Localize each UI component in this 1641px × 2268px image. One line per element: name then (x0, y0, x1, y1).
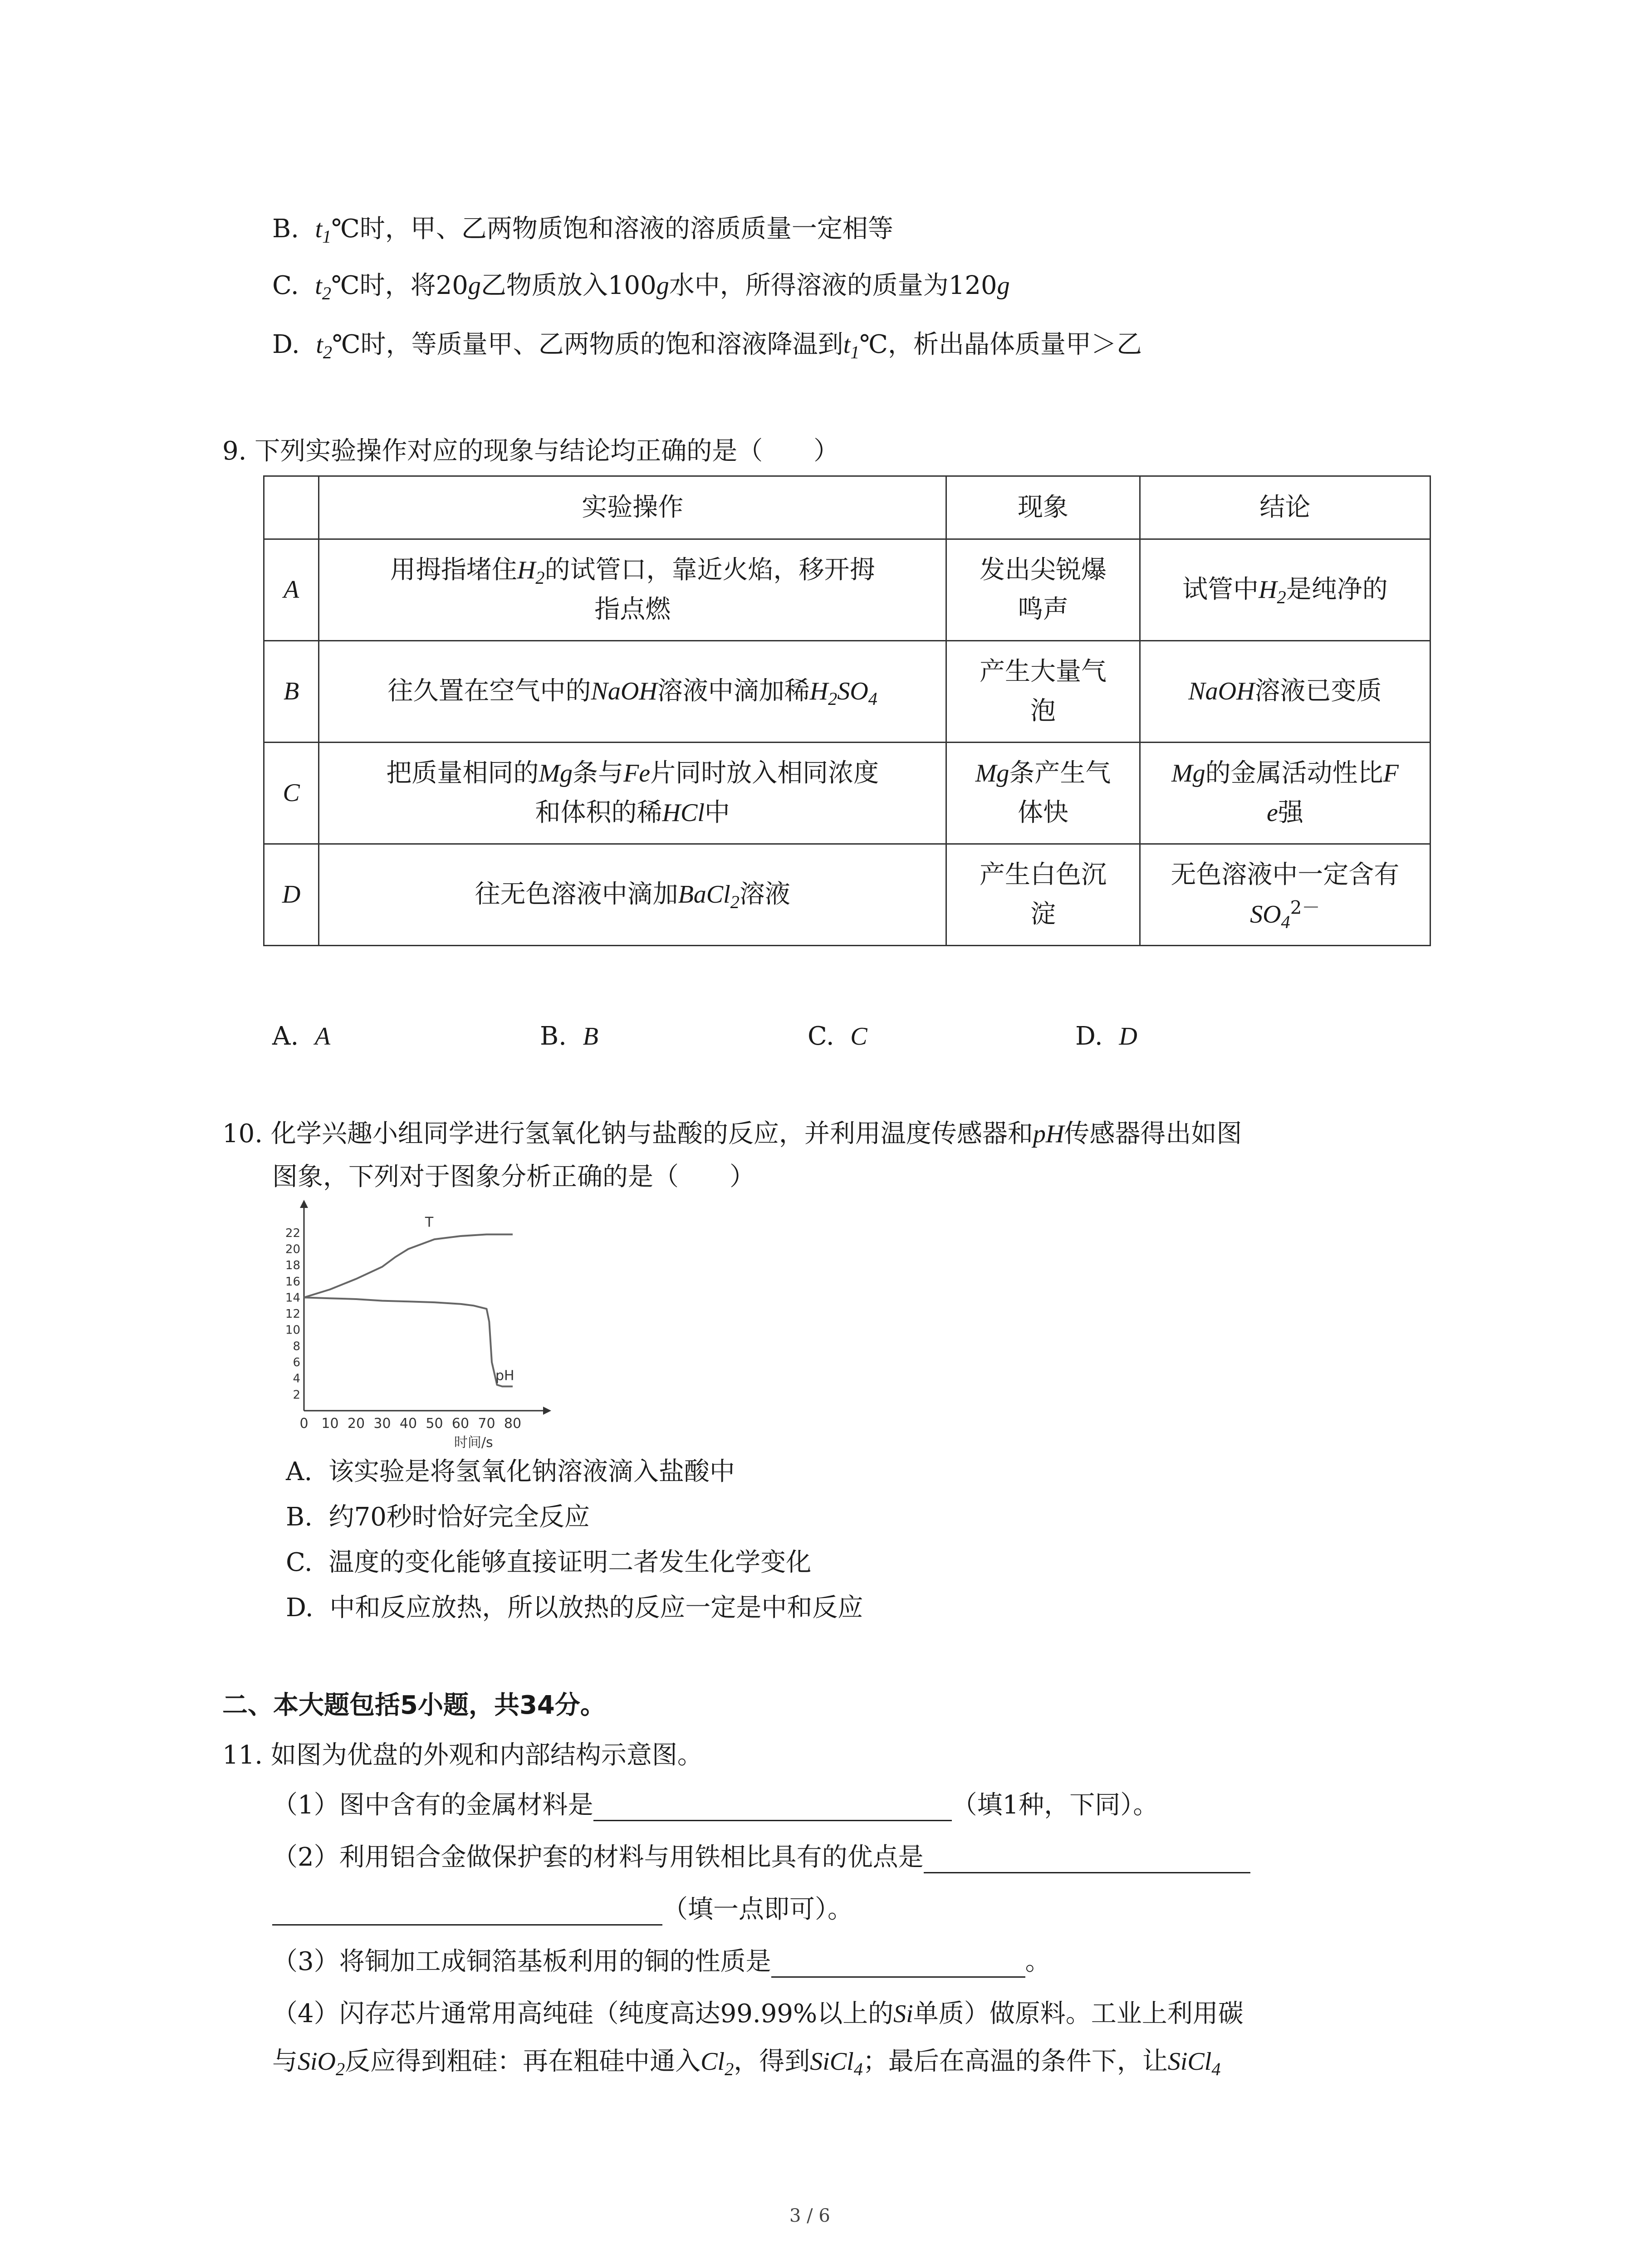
y-tick-label: 2 (293, 1388, 300, 1402)
section-2-title: 二、本大题包括5小题，共34分。 (222, 1691, 606, 1720)
q8-option-d: D. $t_2℃$时，等质量甲、乙两物质的饱和溶液降温到$t_1℃$，析出晶体质量甲＞乙 (272, 330, 1142, 363)
x-tick-label: 20 (347, 1416, 365, 1432)
table-header-conclusion: 结论 (1140, 476, 1430, 539)
conclusion-cell: Mg的金属活动性比F e强 (1140, 743, 1430, 844)
table-row (264, 641, 1430, 743)
phenomenon-cell: 产生大量气 泡 (946, 641, 1140, 743)
y-tick-label: 6 (293, 1356, 300, 1370)
operation-cell: 把质量相同的Mg条与Fe片同时放入相同浓度 和体积的稀HCl中 (319, 743, 946, 844)
y-axis-arrow (300, 1200, 308, 1208)
q11-part2-cont: （填一点即可）。 (272, 1894, 853, 1926)
series-label-ph: pH (495, 1368, 514, 1384)
y-tick-label: 22 (285, 1226, 300, 1240)
table-header-phenomenon: 现象 (946, 476, 1140, 539)
x-axis-arrow (543, 1407, 551, 1415)
answer-blank-2a[interactable] (924, 1845, 1250, 1873)
y-tick-label: 10 (285, 1323, 300, 1337)
q9-stem: 9. 下列实验操作对应的现象与结论均正确的是（ ） (222, 436, 839, 466)
x-tick-label: 50 (426, 1416, 443, 1432)
chart-x-ticks (299, 1416, 521, 1432)
y-tick-label: 8 (293, 1339, 300, 1354)
q11-part3: （3）将铜加工成铜箔基板利用的铜的性质是 。 (272, 1946, 1051, 1978)
operation-cell: 用拇指堵住$H_2$的试管口，靠近火焰，移开拇 指点燃 (319, 539, 946, 641)
q10-option-c: C. 温度的变化能够直接证明二者发生化学变化 (286, 1548, 812, 1577)
chart-series (304, 1214, 514, 1386)
chart-y-ticks (285, 1227, 300, 1402)
q10-line-chart (272, 1198, 563, 1456)
q11-part1: （1）图中含有的金属材料是 （填1种，下同）。 (272, 1789, 1158, 1821)
table-row (264, 539, 1430, 641)
table-header-operation: 实验操作 (319, 476, 946, 539)
y-tick-label: 20 (285, 1242, 300, 1256)
y-tick-label: 4 (293, 1372, 300, 1386)
q9-choice-d[interactable]: D. D (1075, 1022, 1137, 1051)
x-tick-label: 60 (451, 1416, 470, 1432)
series-line-t (304, 1234, 513, 1297)
x-tick-label: 80 (504, 1416, 522, 1432)
phenomenon-cell: 发出尖锐爆 鸣声 (946, 539, 1140, 641)
q9-choice-c[interactable]: C. C (808, 1022, 867, 1051)
q10-option-b: B. 约70秒时恰好完全反应 (286, 1502, 590, 1532)
operation-cell: 往无色溶液中滴加BaCl$_2$溶液 (319, 844, 946, 946)
q8-option-c: C. $t_2℃$时，将20g乙物质放入100g水中，所得溶液的质量为120g (272, 271, 1010, 304)
y-tick-label: 16 (285, 1275, 300, 1289)
answer-blank-2b[interactable] (272, 1897, 662, 1926)
table-header-row (264, 476, 1430, 539)
table-row (264, 844, 1430, 946)
x-tick-label: 40 (399, 1416, 417, 1432)
conclusion-cell: 无色溶液中一定含有 $SO_4^{2-}$ (1140, 844, 1430, 946)
x-tick-label: 10 (321, 1416, 339, 1432)
q9-choice-a[interactable]: A. A (272, 1022, 331, 1051)
y-tick-label: 18 (285, 1259, 300, 1273)
q11-stem: 11. 如图为优盘的外观和内部结构示意图。 (222, 1740, 703, 1770)
series-label-t: T (425, 1214, 434, 1231)
q10-option-d: D. 中和反应放热，所以放热的反应一定是中和反应 (286, 1593, 863, 1623)
conclusion-cell: NaOH溶液已变质 (1140, 641, 1430, 743)
answer-blank-3[interactable] (771, 1949, 1025, 1978)
q10-option-a: A. 该实验是将氢氧化钠溶液滴入盐酸中 (286, 1457, 735, 1486)
x-tick-label: 0 (299, 1416, 309, 1432)
answer-blank-1[interactable] (593, 1793, 952, 1821)
table-row (264, 743, 1430, 844)
q9-choice-b[interactable]: B. B (540, 1022, 598, 1051)
q11-part4-cont: 与SiO$_2$反应得到粗硅：再在粗硅中通入$Cl_2$，得到SiCl$_4$；最后在高温的条件下，让SiCl$_4$ (272, 2047, 1221, 2080)
row-id: B (264, 641, 319, 743)
row-id: C (264, 743, 319, 844)
q11-part2: （2）利用铝合金做保护套的材料与用铁相比具有的优点是 (272, 1842, 1250, 1873)
table-header-id (264, 476, 319, 539)
chart-x-axis-label: 时间/s (454, 1435, 493, 1451)
q9-experiment-table (263, 475, 1431, 946)
conclusion-cell: 试管中$H_2$是纯净的 (1140, 539, 1430, 641)
phenomenon-cell: 产生白色沉 淀 (946, 844, 1140, 946)
q10-stem-line2: 图象，下列对于图象分析正确的是（ ） (272, 1162, 755, 1192)
y-tick-label: 12 (285, 1307, 300, 1321)
y-tick-label: 14 (285, 1291, 300, 1305)
row-id: D (264, 844, 319, 946)
phenomenon-cell: Mg条产生气 体快 (946, 743, 1140, 844)
series-line-ph (304, 1297, 513, 1386)
x-tick-label: 30 (373, 1416, 391, 1432)
x-tick-label: 70 (478, 1416, 495, 1432)
q11-part4: （4）闪存芯片通常用高纯硅（纯度高达99.99%以上的Si单质）做原料。工业上利用碳 (272, 1999, 1244, 2028)
operation-cell: 往久置在空气中的NaOH溶液中滴加稀$H_2SO_4$ (319, 641, 946, 743)
row-id: A (264, 539, 319, 641)
page-number: 3 / 6 (789, 2205, 830, 2226)
q10-stem-line1: 10. 化学兴趣小组同学进行氢氧化钠与盐酸的反应，并利用温度传感器和pH传感器得出如图 (222, 1119, 1242, 1149)
q8-option-b: B. $t_1℃$时，甲、乙两物质饱和溶液的溶质质量一定相等 (272, 214, 893, 247)
